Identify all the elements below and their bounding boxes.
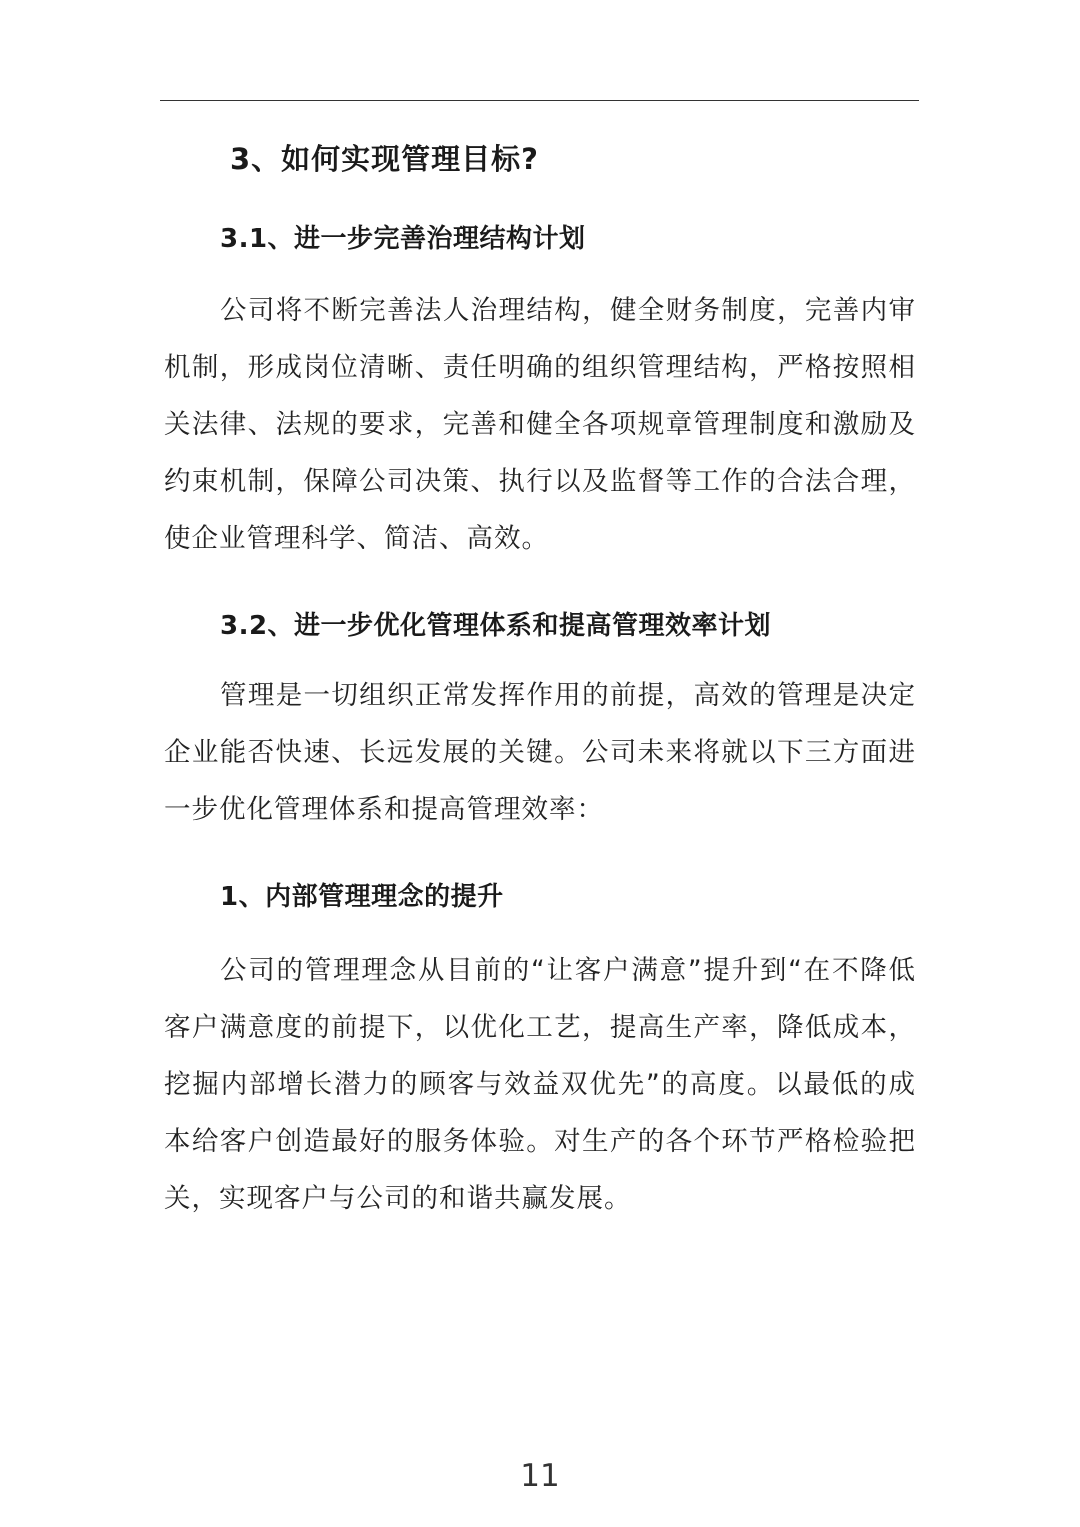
subsection-heading-3-1: 3.1、进一步完善治理结构计划	[220, 224, 586, 254]
document-page	[164, 130, 916, 1227]
header-divider	[160, 100, 919, 101]
paragraph-item-1: 公司的管理理念从目前的“让客户满意”提升到“在不降低客户满意度的前提下，以优化工艺，提高生产率，降低成本，挖掘内部增长潜力的顾客与效益双优先”的高度。以最低的成本给客户创造最好的服务体验。对生产的各个环节严格检验把关，实现客户与公司的和谐共赢发展。	[164, 955, 916, 1214]
subsection-heading-3-2: 3.2、进一步优化管理体系和提高管理效率计划	[220, 611, 772, 641]
paragraph-3-1: 公司将不断完善法人治理结构，健全财务制度，完善内审机制，形成岗位清晰、责任明确的组织管理结构，严格按照相关法律、法规的要求，完善和健全各项规章管理制度和激励及约束机制，保障公司决策、执行以及监督等工作的合法合理，使企业管理科学、简洁、高效。	[164, 295, 916, 554]
paragraph-3-2: 管理是一切组织正常发挥作用的前提，高效的管理是决定企业能否快速、长远发展的关键。公司未来将就以下三方面进一步优化管理体系和提高管理效率：	[164, 680, 916, 825]
section-heading: 3、如何实现管理目标?	[230, 142, 540, 176]
item-heading-1: 1、内部管理理念的提升	[220, 882, 504, 912]
page-number: 11	[520, 1458, 560, 1494]
